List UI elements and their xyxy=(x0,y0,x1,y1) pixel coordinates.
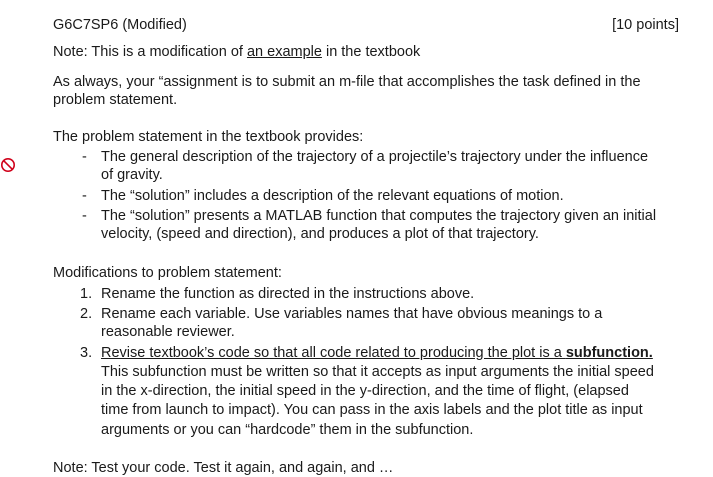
assignment-title: G6C7SP6 (Modified) xyxy=(53,17,187,33)
bullet-3-line-2: velocity, (speed and direction), and produces a plot of that trajectory. xyxy=(101,226,539,242)
problem-heading: The problem statement in the textbook provides: xyxy=(53,129,364,145)
modifications-heading: Modifications to problem statement: xyxy=(53,265,282,281)
item-3-line-2: This subfunction must be written so that it accepts as input arguments the initial speed xyxy=(101,364,654,380)
note-suffix: in the textbook xyxy=(321,44,421,60)
bullet-3-line-1: The “solution” presents a MATLAB function that computes the trajectory given an initial xyxy=(101,208,657,224)
item-1-line-1: Rename the function as directed in the instructions above. xyxy=(101,286,475,302)
bullet-1-line-2: of gravity. xyxy=(101,167,163,183)
item-3-line-4: time from launch to impact). You can pass in the axis labels and the plot title as input xyxy=(101,402,643,418)
note-prefix: Note: This is a modification of xyxy=(53,44,247,60)
item-2-line-1: Rename each variable. Use variables names that have obvious meanings to a xyxy=(101,306,603,322)
no-entry-icon xyxy=(0,157,16,173)
item-3-line-3: in the x-direction, the initial speed in the y-direction, and the time of flight, (elapsed xyxy=(101,383,629,399)
points-label: [10 points] xyxy=(612,17,679,33)
intro-line-1: As always, your “assignment is to submit an m-file that accomplishes the task defined in the xyxy=(53,74,641,90)
item-1-number: 1. xyxy=(80,286,93,302)
item-3-line-5: arguments or you can “hardcode” them in the subfunction. xyxy=(101,422,474,438)
bullet-marker: - xyxy=(82,149,87,165)
item-3-underlined-text: Revise textbook’s code so that all code related to producing the plot is a xyxy=(101,345,566,361)
footer-note: Note: Test your code. Test it again, and again, and … xyxy=(53,460,394,476)
bullet-2-line-1: The “solution” includes a description of the relevant equations of motion. xyxy=(101,188,564,204)
item-3-number: 3. xyxy=(80,345,93,361)
bullet-1-line-1: The general description of the trajectory of a projectile’s trajectory under the influence xyxy=(101,149,649,165)
item-3-line-1 xyxy=(101,344,653,362)
intro-line-2: problem statement. xyxy=(53,92,178,108)
example-link[interactable]: an example xyxy=(246,44,322,60)
note-line xyxy=(53,43,420,61)
bullet-marker: - xyxy=(82,188,87,204)
item-3-bold-text: subfunction. xyxy=(565,345,653,361)
item-2-number: 2. xyxy=(80,306,93,322)
item-2-line-2: reasonable reviewer. xyxy=(101,324,235,340)
bullet-marker: - xyxy=(82,208,87,224)
